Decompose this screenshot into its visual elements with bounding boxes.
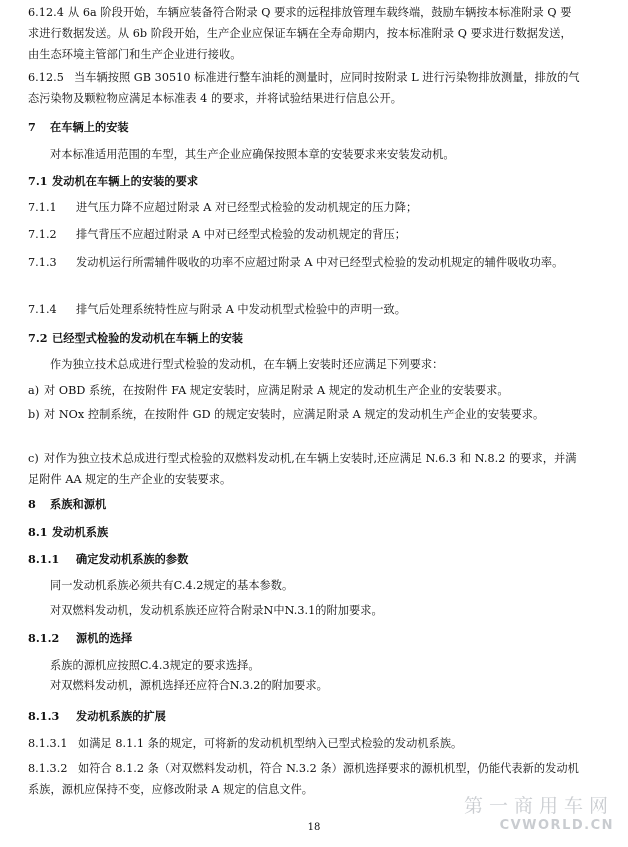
heading-text: 源机的选择 [76,631,133,645]
page-number: 18 [307,822,321,833]
heading-number: 8.1.1 [28,552,60,566]
item-7-2-b [28,404,580,425]
clause-6-12-5 [28,67,580,109]
clause-text: 如满足 8.1.1 条的规定，可将新的发动机机型纳入已型式检验的发动机系族。 [78,737,463,750]
heading-text: 确定发动机系族的参数 [76,552,189,566]
clause-text: 排气背压不应超过附录 A 中对已经型式检验的发动机规定的背压； [76,228,406,241]
paragraph-text: 作为独立技术总成进行型式检验的发动机，在车辆上安装时还应满足下列要求： [50,358,444,371]
heading-number: 7.2 [28,331,48,345]
watermark-text-en: CVWORLD.CN [499,818,614,833]
clause-7-1-2 [28,224,580,245]
watermark-text-cn: 第一商用车网 [463,795,614,817]
clause-number: 7.1.2 [28,228,57,241]
clause-7-1-1 [28,197,580,218]
clause-number: 7.1.4 [28,303,57,316]
heading-text: 发动机在车辆上的安装的要求 [52,174,199,188]
clause-text: 排气后处理系统特性应与附录 A 中发动机型式检验中的声明一致。 [76,303,406,316]
heading-8-1-2 [28,628,580,649]
paragraph-8-1-2-b [28,675,602,696]
item-marker: b) [28,408,40,421]
clause-text: 进气压力降不应超过附录 A 对已经型式检验的发动机规定的压力降； [76,201,418,214]
paragraph-text: 系族的源机应按照C.4.3规定的要求选择。 [50,659,260,672]
heading-number: 8 [28,497,36,511]
clause-text: 如符合 8.1.2 条（对双燃料发动机，符合 N.3.2 条）源机选择要求的源机机型，仍能代表新的发动机系族，源机应保持不变，应修改附录 A 规定的信息文件。 [28,762,579,796]
heading-text: 已经型式检验的发动机在车辆上的安装 [52,331,244,345]
heading-7-1 [28,171,580,192]
heading-number: 8.1.2 [28,631,60,645]
heading-8 [28,494,580,515]
item-7-2-c [28,448,580,490]
paragraph-text: 对本标准适用范围的车型，其生产企业应确保按照本章的安装要求来安装发动机。 [50,148,455,161]
clause-7-1-4 [28,299,580,320]
item-marker: a) [28,384,40,397]
paragraph-text: 对双燃料发动机，源机选择还应符合N.3.2的附加要求。 [50,679,328,692]
clause-text: 当车辆按照 GB 30510 标准进行整车油耗的测量时，应同时按附录 L 进行污染物排放测量，排放的气态污染物及颗粒物应满足本标准表 4 的要求，并将试验结果进行信息公开。 [28,71,580,105]
clause-8-1-3-2 [28,758,580,800]
item-marker: c) [28,452,39,465]
heading-8-1-1 [28,549,580,570]
clause-number: 6.12.5 [28,71,64,84]
clause-6-12-4 [28,2,580,65]
heading-number: 8.1 [28,525,48,539]
heading-8-1-3 [28,706,580,727]
heading-7-2 [28,328,580,349]
paragraph-8-1-1-b [28,600,602,621]
clause-number: 7.1.1 [28,201,57,214]
clause-8-1-3-1 [28,733,580,754]
clause-number: 8.1.3.2 [28,762,68,775]
clause-7-1-3 [28,252,580,273]
item-text: 对 OBD 系统，在按附件 FA 规定安装时，应满足附录 A 规定的发动机生产企业的安装要求。 [44,384,509,397]
clause-text: 从 6a 阶段开始，车辆应装备符合附录 Q 要求的远程排放管理车载终端，鼓励车辆按本标准附录 Q 要求进行数据发送。从 6b 阶段开始，生产企业应保证车辆在全寿命期内，按本标准附录 Q 要求进行数据发送，由生态环境主管部门和生产企业进行接收。 [28,6,572,61]
heading-text: 发动机系族 [52,525,109,539]
heading-7 [28,117,580,138]
clause-number: 8.1.3.1 [28,737,68,750]
paragraph-text: 同一发动机系族必须共有C.4.2规定的基本参数。 [50,579,294,592]
heading-text: 发动机系族的扩展 [76,709,166,723]
clause-number: 6.12.4 [28,6,64,19]
clause-text: 发动机运行所需辅件吸收的功率不应超过附录 A 中对已经型式检验的发动机规定的辅件吸收功率。 [76,256,564,269]
item-text: 对 NOx 控制系统，在按附件 GD 的规定安装时，应满足附录 A 规定的发动机生产企业的安装要求。 [44,408,545,421]
paragraph-7 [28,144,602,165]
heading-text: 在车辆上的安装 [50,120,129,134]
heading-8-1 [28,522,580,543]
heading-number: 8.1.3 [28,709,60,723]
heading-text: 系族和源机 [50,497,107,511]
item-7-2-a [28,380,580,401]
paragraph-7-2 [28,354,602,375]
paragraph-8-1-2-a [28,655,602,676]
paragraph-8-1-1-a [28,575,602,596]
item-text: 对作为独立技术总成进行型式检验的双燃料发动机,在车辆上安装时,还应满足 N.6.3 和 N.8.2 的要求，并满足附件 AA 规定的生产企业的安装要求。 [28,452,577,486]
paragraph-text: 对双燃料发动机，发动机系族还应符合附录N中N.3.1的附加要求。 [50,604,383,617]
heading-number: 7 [28,120,36,134]
clause-number: 7.1.3 [28,256,57,269]
heading-number: 7.1 [28,174,48,188]
